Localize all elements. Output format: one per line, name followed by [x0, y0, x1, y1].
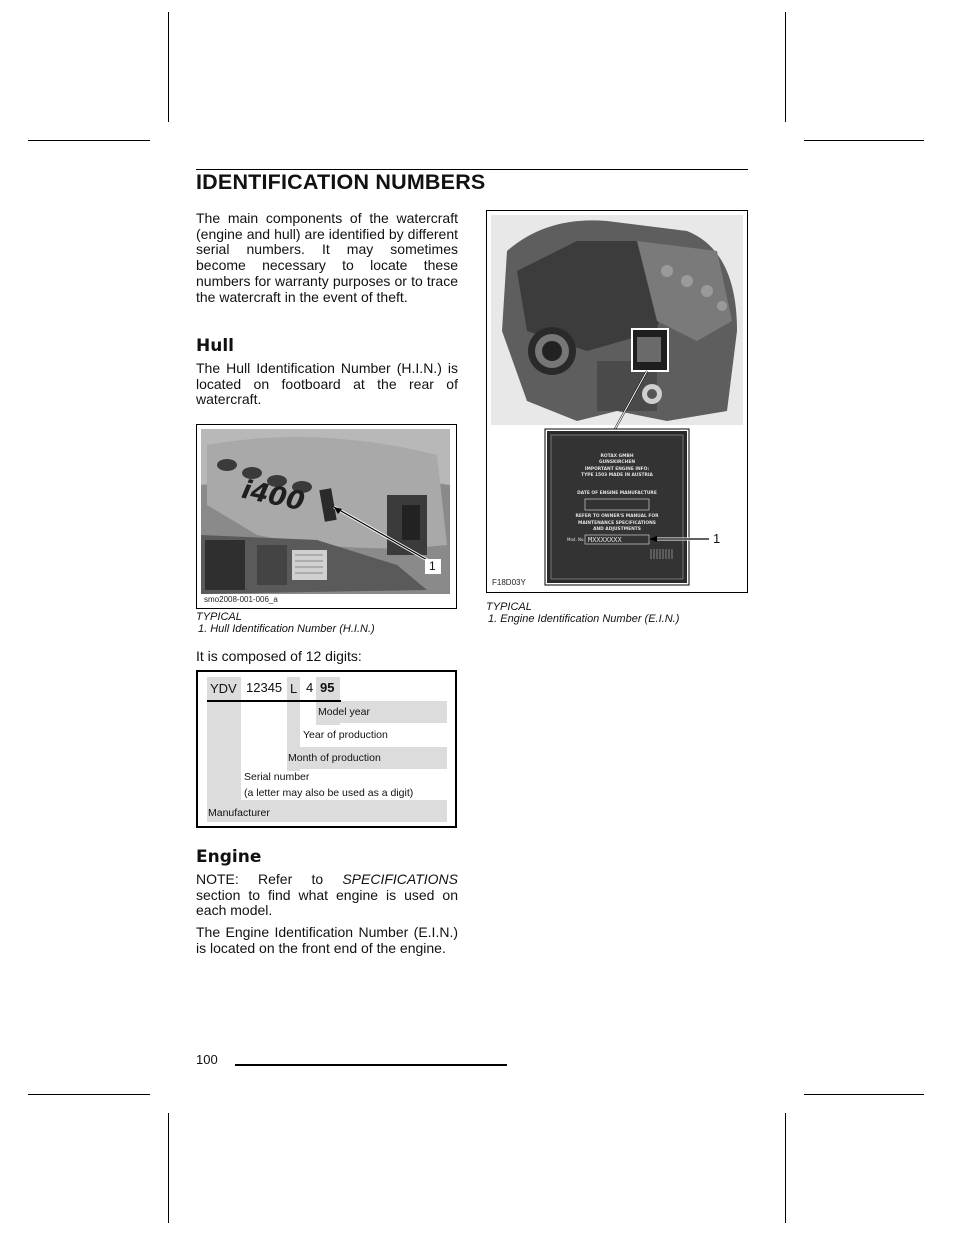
engine-photo [486, 210, 748, 593]
label-year-of-production: Year of production [303, 729, 388, 741]
composed-text: It is composed of 12 digits: [196, 648, 362, 664]
hin-part-model-year: 95 [320, 680, 335, 695]
hull-caption-title: TYPICAL [196, 611, 242, 623]
plate-line: ROTAX GMBH [600, 454, 634, 459]
note-label: NOTE: [196, 871, 239, 887]
hin-part-month: L [290, 681, 298, 696]
label-manufacturer: Manufacturer [208, 807, 270, 819]
hin-part-serial: 12345 [246, 680, 283, 695]
hull-callout: 1 [429, 559, 436, 573]
engine-callout: 1 [713, 531, 721, 546]
crop-mark [168, 12, 169, 122]
engine-heading: Engine [196, 847, 262, 867]
crop-mark [168, 1113, 169, 1223]
plate-line: MAINTENANCE SPECIFICATIONS [578, 521, 656, 526]
engine-paragraph: The Engine Identification Number (E.I.N.) is located on the front end of the engine. [196, 924, 458, 956]
hin-part-manufacturer: YDV [210, 681, 237, 696]
plate-line: IMPORTANT ENGINE INFO: [584, 467, 650, 472]
note-text-1: Refer to [238, 871, 343, 887]
hin-underline [207, 700, 341, 702]
crop-mark [804, 140, 924, 141]
hin-breakdown-table [196, 670, 457, 828]
label-model-year: Model year [318, 706, 370, 718]
crop-mark [28, 140, 150, 141]
hull-caption-item: 1. Hull Identification Number (H.I.N.) [198, 623, 375, 635]
engine-caption-title: TYPICAL [486, 601, 532, 613]
label-month-of-production: Month of production [288, 752, 381, 764]
crop-mark [804, 1094, 924, 1095]
crop-mark [28, 1094, 150, 1095]
shade-manufacturer-col-lower [207, 748, 241, 801]
page-title: IDENTIFICATION NUMBERS [196, 170, 486, 194]
plate-line: REFER TO OWNER'S MANUAL FOR [575, 514, 659, 519]
engine-figure-code: F18D03Y [492, 578, 526, 587]
plate-line: GUNSKIRCHEN [599, 460, 635, 465]
label-serial-number: Serial number [244, 771, 310, 783]
plate-line: DATE OF ENGINE MANUFACTURE [577, 491, 657, 496]
hull-photo-illustration [197, 425, 456, 608]
note-text-2: section to find what engine is used on each model. [196, 886, 458, 919]
note-italic: SPECIFICATIONS [342, 871, 458, 887]
hull-figure-code: smo2008-001-006_a [204, 595, 278, 604]
hin-part-year: 4 [306, 680, 314, 695]
engine-note [196, 872, 458, 919]
hull-heading: Hull [196, 336, 234, 356]
engine-caption-item: 1. Engine Identification Number (E.I.N.) [488, 613, 680, 625]
plate-line: AND ADJUSTMENTS [593, 527, 641, 532]
hull-paragraph: The Hull Identification Number (H.I.N.) is located on footboard at the rear of watercraft. [196, 360, 458, 408]
crop-mark [785, 12, 786, 122]
plate-line: TYPE 1503 MADE IN AUSTRIA [581, 473, 653, 478]
crop-mark [785, 1113, 786, 1223]
footer-rule [235, 1064, 507, 1066]
hull-photo [196, 424, 457, 609]
label-serial-note: (a letter may also be used as a digit) [244, 787, 414, 799]
intro-paragraph: The main components of the watercraft (engine and hull) are identified by different serial numbers. It may sometimes become necessary to locate these numbers for warranty purposes or to trace the watercraft in the event of theft. [196, 210, 458, 305]
page-number: 100 [196, 1052, 218, 1067]
engine-photo-illustration [487, 211, 747, 592]
plate-serial: MXXXXXXX [588, 536, 622, 544]
svg-text:i400: i400 [239, 474, 308, 518]
plate-mod-label: Mod. No. [567, 537, 585, 542]
